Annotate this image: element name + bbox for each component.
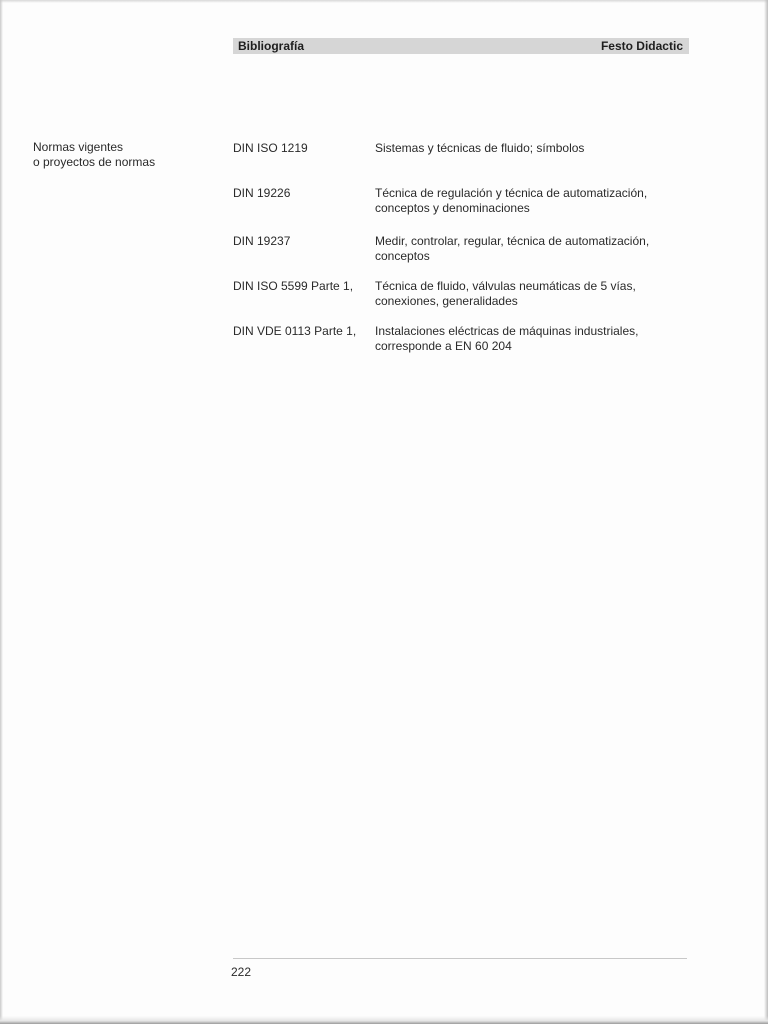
standard-description-line: Sistemas y técnicas de fluido; símbolos: [375, 141, 585, 155]
running-header: [233, 38, 689, 54]
standard-code: DIN 19237: [233, 234, 291, 248]
footer-divider: [233, 958, 687, 959]
standard-description-line: conceptos: [375, 249, 430, 263]
margin-label-line: Normas vigentes: [33, 140, 124, 154]
scan-edge-right: [764, 0, 768, 1024]
standard-description-line: corresponde a EN 60 204: [375, 339, 512, 353]
standard-description-line: conceptos y denominaciones: [375, 201, 530, 215]
standard-code: DIN VDE 0113 Parte 1,: [233, 324, 357, 338]
margin-label: [33, 140, 213, 170]
standard-description: [375, 141, 685, 156]
standard-description: [375, 279, 685, 309]
standard-description: [375, 324, 685, 354]
page-number: 222: [231, 965, 252, 979]
standard-code: DIN ISO 1219: [233, 141, 308, 155]
standard-description-line: Medir, controlar, regular, técnica de automatización,: [375, 234, 650, 248]
scan-edge-bottom: [0, 1016, 768, 1024]
scan-edge-left: [0, 0, 3, 1024]
standard-description-line: Instalaciones eléctricas de máquinas industriales,: [375, 324, 639, 338]
standard-description-line: conexiones, generalidades: [375, 294, 518, 308]
standard-code: DIN 19226: [233, 186, 291, 200]
header-publisher: Festo Didactic: [600, 39, 683, 53]
margin-label-line: o proyectos de normas: [33, 155, 156, 169]
standard-description: [375, 234, 685, 264]
header-section-title: Bibliografía: [238, 39, 305, 53]
standard-description-line: Técnica de fluido, válvulas neumáticas de 5 vías,: [375, 279, 636, 293]
standard-description-line: Técnica de regulación y técnica de automatización,: [375, 186, 648, 200]
scan-edge-top: [0, 0, 768, 3]
standard-description: [375, 186, 685, 216]
standard-code: DIN ISO 5599 Parte 1,: [233, 279, 354, 293]
